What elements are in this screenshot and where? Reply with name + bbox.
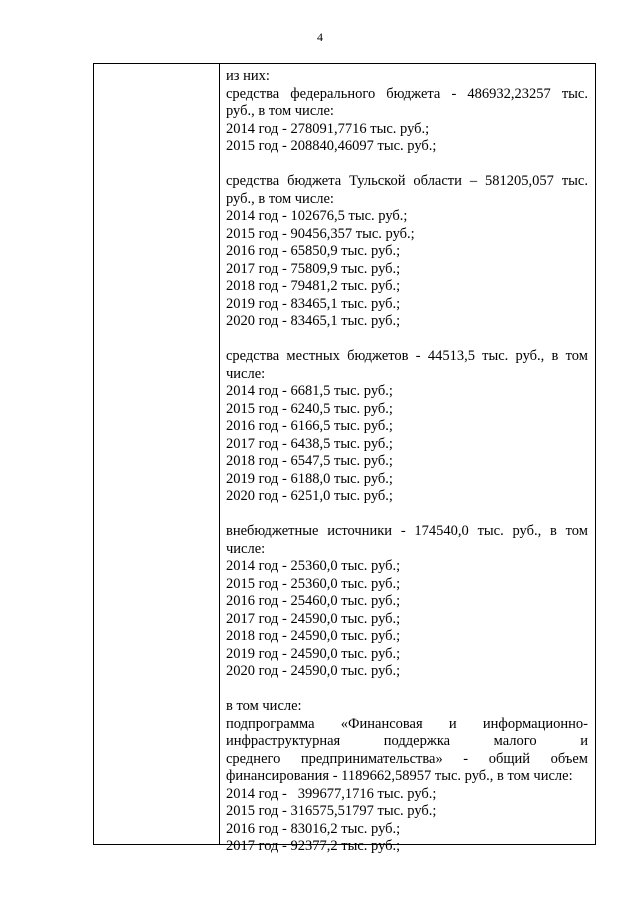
text-line: числе: [226, 540, 266, 557]
text-line-justified [226, 716, 588, 734]
word: - [451, 85, 457, 102]
year-line: 2016 год - 83016,2 тыс. руб.; [226, 820, 401, 837]
word: в [551, 348, 559, 364]
word: средства [226, 348, 280, 364]
word: тыс. [482, 348, 509, 364]
year-line: 2014 год - 102676,5 тыс. руб.; [226, 208, 408, 224]
year-line: 2017 год - 92377,2 тыс. руб.; [226, 838, 401, 854]
word: местных [286, 348, 340, 364]
word: инфраструктурная [226, 733, 341, 749]
text-line-justified [226, 173, 588, 191]
word: 486932,23257 [467, 85, 551, 102]
year-line: 2014 год - 6681,5 тыс. руб.; [226, 383, 393, 399]
word: - [415, 348, 421, 364]
year-line: 2016 год - 65850,9 тыс. руб.; [226, 243, 401, 259]
text-line-justified [226, 733, 588, 751]
year-line: 2017 год - 24590,0 тыс. руб.; [226, 610, 401, 627]
text-line-justified [226, 523, 588, 541]
word: бюджетов [347, 348, 409, 364]
year-line: 2016 год - 6166,5 тыс. руб.; [226, 418, 393, 434]
text-line: числе: [226, 365, 266, 382]
word: 174540,0 [414, 523, 469, 539]
word: внебюджетные [226, 523, 319, 539]
year-line: 2018 год - 24590,0 тыс. руб.; [226, 628, 401, 644]
word: руб., [512, 523, 542, 539]
year-line: 2019 год - 6188,0 тыс. руб.; [226, 470, 393, 487]
word: «Финансовая [340, 715, 423, 732]
year-line: 2017 год - 75809,9 тыс. руб.; [226, 260, 401, 277]
word: тыс. [477, 523, 504, 539]
year-line: 2014 год - 399677,1716 тыс. руб.; [226, 785, 437, 802]
word: – [469, 173, 478, 189]
paragraph-gap [226, 681, 588, 699]
word: - [400, 523, 406, 539]
year-line: 2015 год - 316575,51797 тыс. руб.; [226, 803, 437, 819]
year-line: 2020 год - 6251,0 тыс. руб.; [226, 488, 393, 504]
word: средства [226, 85, 280, 102]
text-line: руб., в том числе: [226, 190, 334, 207]
word: 44513,5 [427, 348, 475, 364]
word: федерального [290, 85, 376, 102]
year-line: 2015 год - 90456,357 тыс. руб.; [226, 225, 415, 242]
word: подпрограмма [226, 715, 315, 732]
word: информационно- [482, 715, 588, 732]
text-line-justified [226, 348, 588, 366]
column-divider [219, 63, 220, 845]
word: предпринимательства» [300, 750, 443, 767]
word: средства [226, 173, 280, 189]
text-line: финансирования - 1189662,58957 тыс. руб., в том числе: [226, 768, 573, 784]
word: объем [550, 750, 588, 767]
word: бюджета [386, 85, 441, 102]
year-line: 2015 год - 25360,0 тыс. руб.; [226, 575, 401, 592]
text-line: из них: [226, 68, 270, 84]
word: тыс. [561, 85, 588, 102]
word: 581205,057 [485, 173, 554, 189]
text-line-justified [226, 86, 588, 104]
word: руб., [515, 348, 545, 364]
word: поддержка [383, 733, 451, 749]
word: том [565, 348, 588, 364]
year-line: 2020 год - 83465,1 тыс. руб.; [226, 313, 401, 329]
word: том [565, 523, 588, 539]
year-line: 2019 год - 83465,1 тыс. руб.; [226, 295, 401, 312]
word: и [448, 715, 457, 732]
word: Тульской [349, 173, 406, 189]
word: источники [327, 523, 393, 539]
word: тыс. [561, 173, 588, 189]
paragraph-gap [226, 506, 588, 524]
word: и [580, 733, 588, 749]
word: - [463, 750, 469, 767]
year-line: 2016 год - 25460,0 тыс. руб.; [226, 593, 401, 609]
word: среднего [226, 750, 281, 767]
text-line-justified [226, 751, 588, 769]
paragraph-gap [226, 331, 588, 349]
year-line: 2015 год - 208840,46097 тыс. руб.; [226, 138, 437, 154]
text-line: руб., в том числе: [226, 103, 334, 119]
page-number: 4 [317, 30, 323, 44]
year-line: 2017 год - 6438,5 тыс. руб.; [226, 435, 393, 452]
year-line: 2014 год - 278091,7716 тыс. руб.; [226, 120, 430, 137]
word: бюджета [287, 173, 342, 189]
year-line: 2019 год - 24590,0 тыс. руб.; [226, 645, 401, 662]
text-line: в том числе: [226, 698, 302, 714]
year-line: 2018 год - 79481,2 тыс. руб.; [226, 278, 401, 294]
year-line: 2014 год - 25360,0 тыс. руб.; [226, 558, 401, 574]
year-line: 2020 год - 24590,0 тыс. руб.; [226, 663, 401, 679]
word: малого [493, 733, 537, 749]
year-line: 2018 год - 6547,5 тыс. руб.; [226, 453, 393, 469]
financing-text-cell [226, 68, 588, 856]
word: в [549, 523, 557, 539]
word: общий [488, 750, 531, 767]
year-line: 2015 год - 6240,5 тыс. руб.; [226, 400, 393, 417]
word: области [413, 173, 462, 189]
paragraph-gap [226, 156, 588, 174]
